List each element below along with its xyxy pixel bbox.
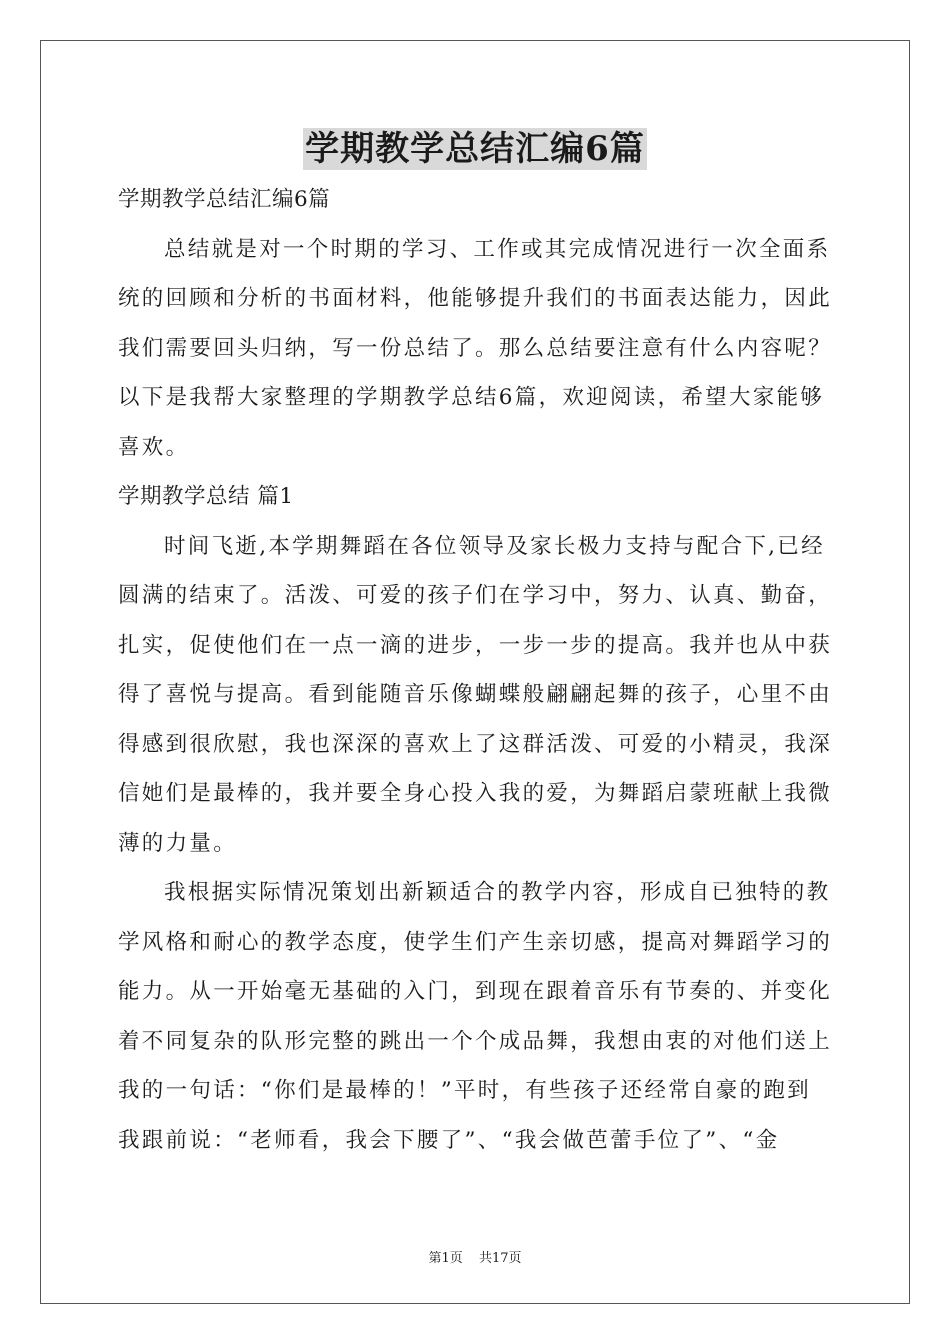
page-total: 共17页 [478,1251,522,1266]
text-line: 薄的力量。 [118,830,238,856]
text-line: 我根据实际情况策划出新颖适合的教学内容，形成自已独特的教 [164,880,831,905]
text-line: 得了喜悦与提高。看到能随音乐像蝴蝶般翩翩起舞的孩子，心里不由 [118,682,833,707]
subtitle-line: 学期教学总结汇编6篇 [118,187,331,212]
text-line: 总结就是对一个时期的学习、工作或其完成情况进行一次全面系 [164,236,831,262]
text-line: 我们需要回头归纳，写一份总结了。那么总结要注意有什么内容呢？ [118,335,833,361]
text-line: 时间飞逝,本学期舞蹈在各位领导及家长极力支持与配合下,已经 [164,533,825,559]
text-line: 学风格和耐心的教学态度，使学生们产生亲切感，提高对舞蹈学习的 [118,929,833,955]
text-line: 喜欢。 [118,434,190,460]
section-heading: 学期教学总结 篇1 [118,484,294,509]
page-footer [0,1247,950,1266]
text-line: 以下是我帮大家整理的学期教学总结6篇，欢迎阅读，希望大家能够 [118,385,825,410]
page-number: 第1页 [428,1251,463,1266]
text-line: 圆满的结束了。活泼、可爱的孩子们在学习中，努力、认真、勤奋， [118,583,833,608]
text-line: 得感到很欣慰，我也深深的喜欢上了这群活泼、可爱的小精灵，我深 [118,731,833,757]
title-wrap [0,128,950,170]
text-line: 扎实，促使他们在一点一滴的进步，一步一步的提高。我并也从中获 [118,632,833,658]
text-line: 着不同复杂的队形完整的跳出一个个成品舞，我想由衷的对他们送上 [118,1028,833,1054]
document-title: 学期教学总结汇编6篇 [305,129,645,169]
text-line: 我跟前说：“老师看，我会下腰了”、“我会做芭蕾手位了”、“金 [118,1127,780,1153]
text-line: 信她们是最棒的，我并要全身心投入我的爱，为舞蹈启蒙班献上我微 [118,781,833,806]
document-body [118,180,834,1170]
text-line: 统的回顾和分析的书面材料，他能够提升我们的书面表达能力，因此 [118,286,833,311]
text-line: 我的一句话：“你们是最棒的！”平时，有些孩子还经常自豪的跑到 [118,1078,811,1103]
text-line: 能力。从一开始毫无基础的入门，到现在跟着音乐有节奏的、并变化 [118,979,833,1004]
